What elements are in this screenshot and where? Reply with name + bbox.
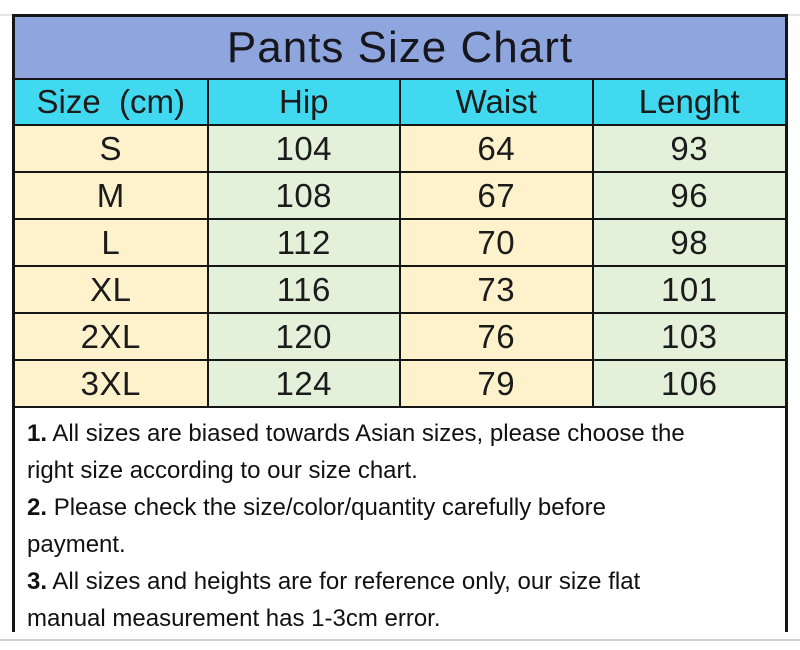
footnote-number: 3. [27, 568, 48, 595]
table-row-xl [15, 266, 785, 313]
cell-waist: 70 [400, 219, 593, 266]
table-row-3xl [15, 360, 785, 407]
cell-size: L [15, 219, 208, 266]
footnote-number: 1. [27, 420, 48, 447]
cell-length: 98 [593, 219, 786, 266]
cell-waist: 64 [400, 125, 593, 172]
footnote-text: payment. [27, 531, 126, 558]
footnote-text: manual measurement has 1-3cm error. [27, 605, 441, 632]
table-row-s [15, 125, 785, 172]
cell-hip: 124 [208, 360, 401, 407]
table-row-l [15, 219, 785, 266]
cell-hip: 120 [208, 313, 401, 360]
cell-waist: 67 [400, 172, 593, 219]
cell-size: M [15, 172, 208, 219]
cell-length: 106 [593, 360, 786, 407]
header-cell-waist: Waist [400, 80, 593, 125]
footnote-3 [27, 563, 775, 637]
chart-title: Pants Size Chart [15, 17, 785, 80]
cell-waist: 76 [400, 313, 593, 360]
footnotes-section [15, 408, 785, 637]
cell-waist: 73 [400, 266, 593, 313]
footnote-text: right size according to our size chart. [27, 457, 418, 484]
size-chart-panel [12, 14, 788, 632]
header-cell-length: Lenght [593, 80, 786, 125]
header-cell-hip: Hip [208, 80, 401, 125]
table-header-row [15, 80, 785, 125]
footnote-1 [27, 415, 775, 489]
footnote-text: All sizes are biased towards Asian sizes, please choose the [52, 420, 685, 447]
cell-size: 2XL [15, 313, 208, 360]
cell-size: 3XL [15, 360, 208, 407]
size-table [15, 80, 785, 408]
cell-hip: 112 [208, 219, 401, 266]
cell-length: 96 [593, 172, 786, 219]
cell-length: 103 [593, 313, 786, 360]
cell-size: XL [15, 266, 208, 313]
footnote-text: All sizes and heights are for reference only, our size flat [52, 568, 641, 595]
footnote-text: Please check the size/color/quantity carefully before [53, 494, 606, 521]
cell-hip: 104 [208, 125, 401, 172]
table-row-2xl [15, 313, 785, 360]
cell-hip: 116 [208, 266, 401, 313]
footnote-2 [27, 489, 775, 563]
cell-size: S [15, 125, 208, 172]
cell-length: 101 [593, 266, 786, 313]
cell-hip: 108 [208, 172, 401, 219]
image-edge-line-bottom [0, 639, 800, 641]
table-row-m [15, 172, 785, 219]
footnote-number: 2. [27, 494, 48, 521]
header-cell-size: Size (cm) [15, 80, 208, 125]
cell-waist: 79 [400, 360, 593, 407]
cell-length: 93 [593, 125, 786, 172]
